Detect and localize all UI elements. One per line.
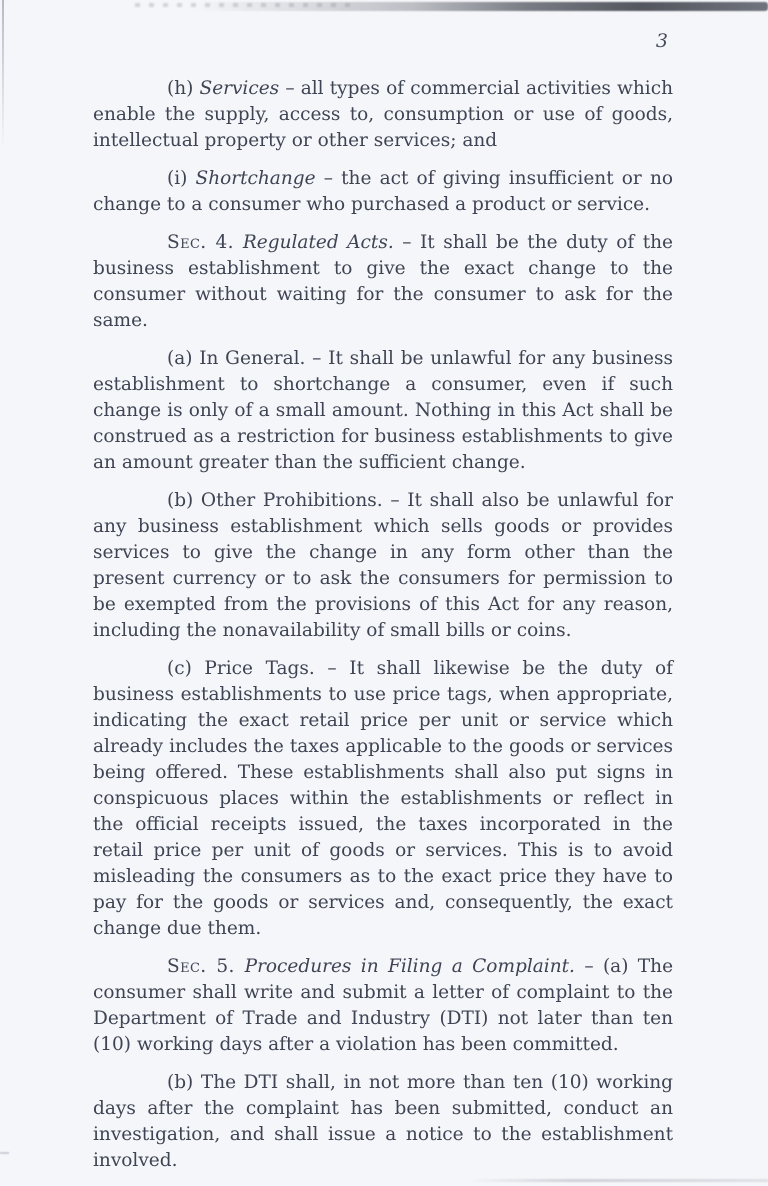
paragraph [93,954,673,1058]
paragraph [93,656,673,942]
text-run: (b) Other Prohibitions. – It shall also be unlawful for any business establishment which sells goods or provides services to give the change in any form other than the present currency or to ask the consumers for permission to be exempted from the provisions of this Act for any reason, including the nonavailability of small bills or coins. [93,490,673,641]
italic-run: Regulated Acts. [242,232,394,253]
text-run: (c) Price Tags. – It shall likewise be the duty of business establishments to use price tags, when appropriate, indicating the exact retail price per unit or service which already includes the taxes applicable to the goods or services being offered. These establishments shall also put signs in conspicuous places within the establishments or reflect in the official receipts issued, the taxes incorporated in the retail price per unit of goods or services. This is to avoid misleading the consumers as to the exact price they have to pay for the goods or services and, consequently, the exact change due them. [93,658,673,939]
italic-run: Shortchange [195,168,316,189]
italic-run: Services [199,78,280,99]
text-run: (i) [167,168,196,189]
document-text-body [93,76,673,1186]
page-number: 3 [655,30,668,52]
paragraph [93,166,673,218]
text-run: (h) [167,78,200,99]
text-run: – (a) The consumer shall write and submit a letter of complaint to the Department of Trade and Industry (DTI) not later than ten (10) working days after a violation has been committed. [93,956,674,1055]
text-run: – all types of commercial activities which enable the supply, access to, consumption or use of goods, intellectual property or other services; and [93,78,673,151]
scanner-smudge-left [0,1152,9,1154]
italic-run: Procedures in Filing a Complaint. [244,956,575,977]
scanner-edge-artifact-top [195,2,768,11]
paragraph [93,230,673,334]
text-run: – It shall be the duty of the business establishment to give the exact change to the consumer without waiting for the consumer to ask for the same. [93,232,674,331]
text-run: (b) The DTI shall, in not more than ten (10) working days after the complaint has been submitted, conduct an investigation, and shall issue a notice to the establishment involved. [93,1072,673,1171]
smallcaps-run: Sec. 5. [167,956,245,977]
smallcaps-run: Sec. 4. [167,232,243,253]
paragraph [93,488,673,644]
paragraph [93,76,673,154]
paragraph [93,346,673,476]
text-run: (a) In General. – It shall be unlawful for any business establishment to shortchange a consumer, even if such change is only of a small amount. Nothing in this Act shall be construed as a restriction for business establishments to give an amount greater than the sufficient change. [93,348,673,473]
scanner-edge-artifact-left [2,0,4,150]
paragraph [93,1070,673,1174]
text-run: – the act of giving insufficient or no change to a consumer who purchased a product or service. [93,168,673,215]
